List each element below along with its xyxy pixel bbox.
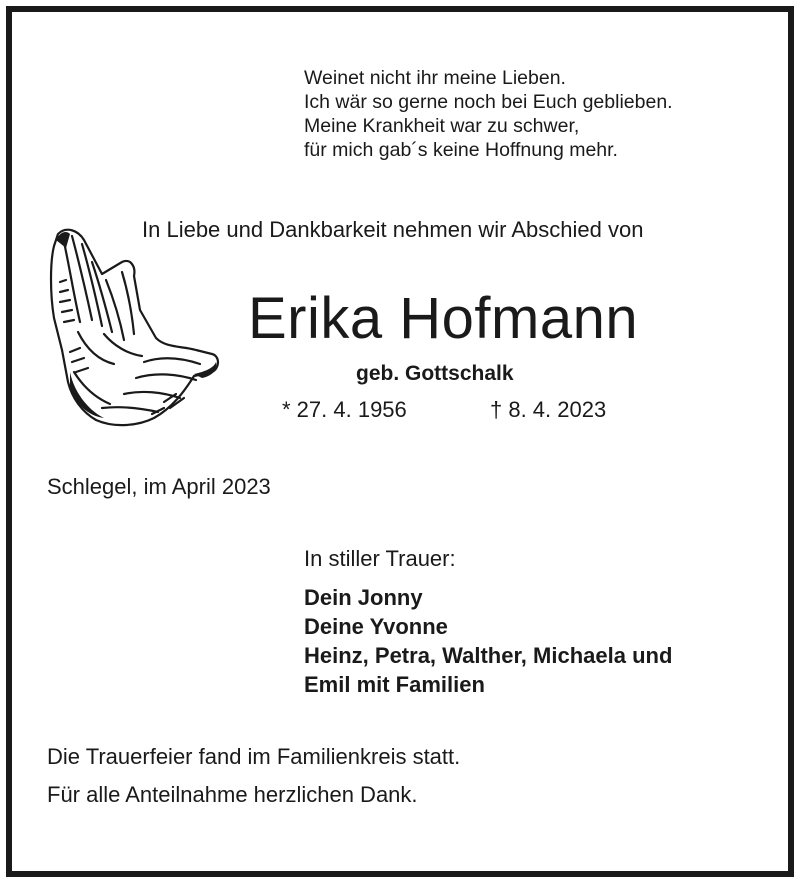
- death-date: † 8. 4. 2023: [490, 397, 607, 422]
- mourner-line: Emil mit Familien: [304, 672, 485, 697]
- place-date: Schlegel, im April 2023: [47, 474, 271, 499]
- poem-line: Meine Krankheit war zu schwer,: [304, 115, 580, 137]
- mourner-line: Heinz, Petra, Walther, Michaela und: [304, 643, 673, 668]
- mourner-line: Deine Yvonne: [304, 614, 448, 639]
- praying-hands-icon: [44, 222, 224, 434]
- birth-name: geb. Gottschalk: [356, 362, 514, 385]
- intro-text: In Liebe und Dankbarkeit nehmen wir Abschied von: [142, 217, 644, 242]
- deceased-name: Erika Hofmann: [248, 286, 639, 351]
- poem-line: für mich gab´s keine Hoffnung mehr.: [304, 139, 618, 161]
- thanks-note: Für alle Anteilnahme herzlichen Dank.: [47, 782, 418, 807]
- birth-date: * 27. 4. 1956: [282, 397, 407, 422]
- funeral-note: Die Trauerfeier fand im Familienkreis statt.: [47, 744, 461, 769]
- poem-line: Ich wär so gerne noch bei Euch geblieben.: [304, 91, 673, 113]
- mourner-line: Dein Jonny: [304, 585, 423, 610]
- poem: [304, 66, 673, 162]
- poem-line: Weinet nicht ihr meine Lieben.: [304, 67, 566, 89]
- mourners-list: [304, 583, 672, 699]
- mourning-label: In stiller Trauer:: [304, 546, 456, 571]
